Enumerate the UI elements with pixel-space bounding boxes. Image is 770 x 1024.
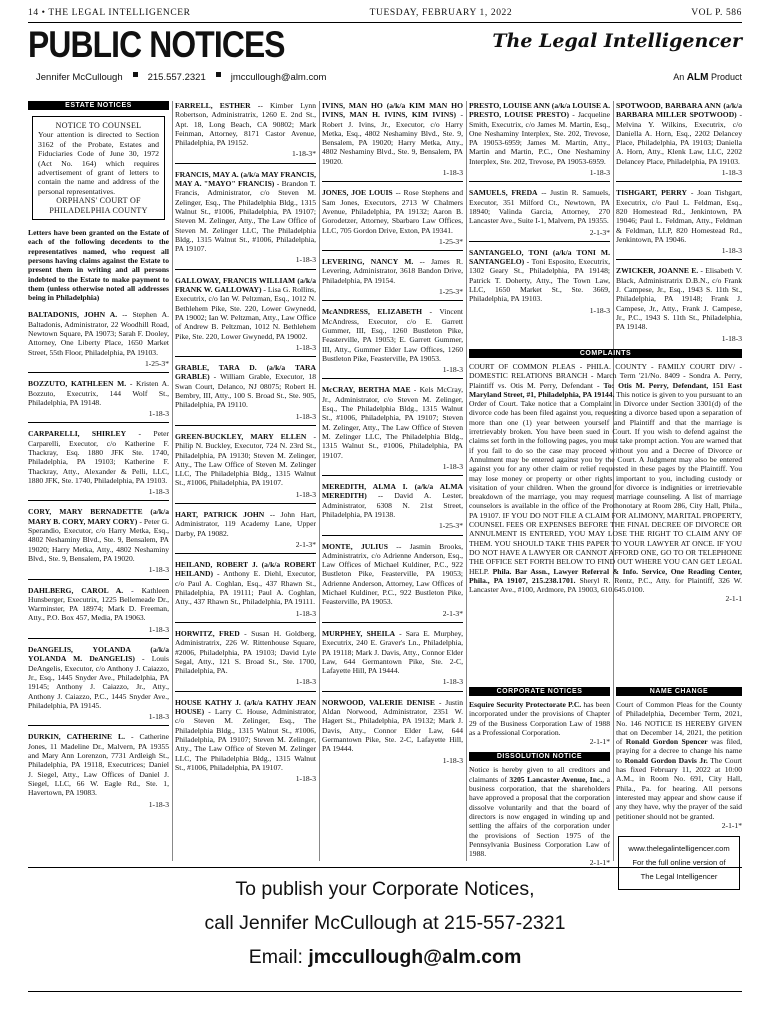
promo-email-label: Email: [248, 946, 309, 968]
estate-entry [28, 379, 169, 418]
column-divider [172, 101, 173, 861]
publication-ref: 1-18-3 [442, 677, 463, 687]
contact-phone: 215.557.2321 [147, 72, 206, 83]
publication-ref: 1-18-3 [442, 365, 463, 375]
estate-entry-body: - Louis DeAngelis, Executor, c/o Anthony J. Caiazzo, Jr., Esq., 1445 Snyder Ave., Philadelphia, PA 19145; Anthony J. Caiazzo, Jr., Atty., Anthony J. Caiazzo, P.C., 1445 Snyder Ave., Philadelphia, PA 19145. [28, 654, 169, 710]
entry-divider [175, 425, 316, 426]
estate-entry-body: - Sara E. Murphey, Executrix, 240 E. Graver's Ln., Philadelphia, PA 19118; Mark J. Davis, Atty., Connor Elder Law, 644 Germantown Pike, Ste. 2-C, Lafayette Hill, PA 19444. [322, 628, 463, 676]
decedent-name: MEREDITH, ALMA I. (a/k/a ALMA MEREDITH) [322, 482, 463, 501]
estate-notices-header: ESTATE NOTICES [28, 101, 169, 110]
estate-entry-body: -- Kimber Lynn Robertson, Administratrix, 1260 E. 2nd St., Apt. 18, Long Beach, CA 90802; Mark Feinman, Attorney, 8171 Castor Avenue, Philadelphia, PA 19152. [175, 101, 316, 148]
estate-entry-body: - Kristen A. Bozzuto, Executrix, 144 Wolf St., Philadelphia, PA 19148. [28, 379, 169, 407]
estate-entry-body: -- John Hart, Administrator, 119 Academy Lane, Upper Darby, PA 19082. [175, 509, 316, 538]
complaint-notice [469, 362, 742, 594]
public-notices-banner [28, 24, 742, 92]
dissolution-notice [469, 765, 610, 858]
promo-line-3 [28, 940, 742, 974]
promo-line-1: To publish your Corporate Notices, [235, 878, 535, 900]
estate-entry [469, 188, 610, 236]
publication-ref: 1-25-3* [438, 236, 463, 246]
publication-ref: 1-18-3 [442, 755, 463, 765]
promo-line-2: call Jennifer McCullough at 215-557-2321 [204, 912, 566, 934]
publication-ref: 1-18-3 [295, 255, 316, 265]
publication-ref: 2-1-3* [589, 227, 610, 237]
publication-ref: 1-18-3 [295, 411, 316, 421]
estate-entry [616, 188, 742, 255]
complaint-ref: 2-1-1 [725, 594, 742, 604]
contact-name: Jennifer McCullough [36, 72, 123, 83]
decedent-name: DURKIN, CATHERINE L. [28, 732, 126, 742]
dissolution-lead: Notice is hereby given to all creditors and claimants of [469, 765, 610, 784]
estate-intro: Letters have been granted on the Estate of each of the following decedents to the representatives named, who request all persons having claims against the Estate to present them in writing and all persons indebted to the Estate to make payment to them (unless otherwise noted all addresses being in Philadelphia) [28, 228, 169, 303]
estate-entry [322, 188, 463, 246]
publication-ref: 1-25-3* [438, 287, 463, 297]
publication-ref: 1-18-3 [295, 489, 316, 499]
entry-divider [322, 475, 463, 476]
publication-ref: 2-1-3* [295, 539, 316, 549]
entry-divider [28, 638, 169, 639]
entry-divider [28, 500, 169, 501]
footer-rule [28, 991, 742, 992]
estate-entry [322, 629, 463, 687]
estate-entry-body: - Kels McCray, Jr., Administrator, c/o Steven M. Zelinger, Esq., The Philadelphia Bldg., 1315 Walnut St., #1006, Philadelphia, PA 19107; Steven M. Zelinger, Atty., The Law Office of Steven M. Zelinger LLC, The Philadelphia Bldg., 1315 Walnut St., #1006, Philadelphia, PA 19107. [322, 385, 463, 460]
publication-ref: 1-18-3 [721, 246, 742, 256]
contact-email: jmccullough@alm.com [230, 72, 327, 83]
entry-divider [322, 250, 463, 251]
website-line-2: For the full online version of [632, 858, 726, 868]
entry-divider [469, 181, 610, 182]
publication-ref: 1-25-3* [144, 358, 169, 368]
estate-entry [28, 645, 169, 721]
publication-ref: 1-18-3 [295, 342, 316, 352]
decedent-name: SAMUELS, FREDA [469, 188, 538, 198]
publication-ref: 1-18-3 [442, 168, 463, 178]
decedent-name: BOZZUTO, KATHLEEN M. [28, 379, 127, 389]
complaint-body: This notice is given to you pursuant to an Order of Court. Take notice that a Complaint in Divorce under Section 3301(d) of the divorce code has been filed against you, requesting a divorce based upon a separation of more than one (1) year between yourself and Plaintiff and that the marriage is irretrievably broken. You have been sued in Court. If you wish to defend against the claims set forth in the following pages, you must take prompt action. You are warned that if you fail to do so the case may proceed without you and a Decree of Divorce or Annulment may be entered against you by the Court. A Judgment may also be entered against you for any other claim or relief requested in these pages by the Plaintiff. You may lose money or property or other rights important to you, including custody or visitation of your children. When the ground for divorce is indignities or irretrievable breakdown of the marriage, you may request marriage counseling. A list of marriage counselors is available in the office of the Prothonotary at Room 286, City Hall, Phila., PA 19107. IF YOU DO NOT FILE A CLAIM FOR ALIMONY, MARITAL PROPERTY, COUNSEL FEES OR EXPENSES BEFORE THE FINAL DECREE OF DIVORCE OR ANNULMENT IS ENTERED, YOU MAY LOSE THE RIGHT TO CLAIM ANY OF THEM. YOU SHOULD TAKE THIS PAPER TO YOUR LAWYER AT ONCE. IF YOU DO NOT HAVE A LAWYER OR CANNOT AFFORD ONE, GO TO OR TELEPHONE THE OFFICE SET FORTH BELOW TO FIND OUT WHERE YOU CAN GET LEGAL HELP. [469, 389, 742, 576]
decedent-name: TISHGART, PERRY [616, 188, 687, 198]
estate-entry [175, 698, 316, 784]
publication-ref: 1-25-3* [438, 521, 463, 531]
section-title: PUBLIC NOTICES [28, 24, 285, 65]
complaint-attorney: Sheryl R. Rentz, P.C., Atty. for Plaintiff, 326 W. Lancaster Ave., #100, Ardmore, PA 19003, 610.645.0100. [469, 575, 742, 595]
corporate-block [469, 687, 610, 868]
estate-entry [616, 101, 742, 177]
estate-list [175, 101, 316, 783]
bullet-icon [133, 72, 138, 77]
estate-entry-body: - William Grable, Executor, 18 Swan Court, Delanco, NJ 08075; Robert H. Bembry, III, Atty., 100 S. Broad St., Ste. 905, Philadelphia, PA 19110. [175, 372, 316, 410]
publication-ref: 1-18-3 [295, 677, 316, 687]
decedent-name: DeANGELIS, YOLANDA (a/k/a YOLANDA M. DeANGELIS) [28, 645, 169, 664]
decedent-name: GALLOWAY, FRANCIS WILLIAM (a/k/a FRANK W. GALLOWAY) [175, 275, 316, 295]
decedent-name: McCRAY, BERTHA MAE [322, 385, 411, 395]
publication-ref: 2-1-3* [442, 608, 463, 618]
decedent-name: ZWICKER, JOANNE E. [616, 266, 699, 276]
entry-divider [616, 259, 742, 260]
estate-entry [28, 732, 169, 808]
name-change-body: was filed, praying for a decree to change his name to [616, 737, 743, 765]
dissolution-body: , a business corporation, that the shareholders have approved a proposal that the corporation dissolve voluntarily and that the board of directors is now engaged in winding up and settling the affairs of the corporation under the provisions of Section 1975 of the Pennsylvania Business Corporation Law of 1988. [469, 774, 610, 859]
alm-prefix: An [673, 72, 685, 82]
estate-entry-body: - Justin Aldan Norwood, Administrator, 2351 W. Hagert St., Philadelphia, PA 19132; Mark J. Davis, Atty., Connor Elder Law, 644 Germantown Pike, Ste. 2-C, Lafayette Hill, PA 19444. [322, 697, 463, 754]
entry-divider [28, 579, 169, 580]
publication-ref: 1-18-3 [148, 487, 169, 497]
estate-entry [469, 248, 610, 315]
name-change-lead: Court of Common Pleas for the County of Philadelphia, December Term, 2021, No. 146 NOTICE IS HEREBY GIVEN that on December 14, 2021, the petition of [616, 700, 742, 747]
name-change-header: NAME CHANGE [616, 687, 742, 696]
entry-divider [322, 535, 463, 536]
column-1 [28, 101, 169, 861]
notice-box-body: Your attention is directed to Section 3162 of the Probate, Estates and Fiduciaries Code of June 30, 1972 (Act No. 164) which requires advertisement of grant of letters to contain the name and address of the personal representatives. [38, 130, 159, 196]
promo-banner [28, 867, 742, 988]
estate-entry [322, 307, 463, 374]
estate-list [469, 101, 610, 315]
entry-divider [175, 356, 316, 357]
complaint-referral: Phila. Bar Assn., Lawyer Referral & Info. Service, One Reading Center, Phila., PA 19107, 215.238.1701. [469, 566, 742, 585]
publication-ref: 1-18-3* [291, 149, 316, 159]
bullet-icon [216, 72, 221, 77]
decedent-name: SPOTWOOD, BARBARA ANN (a/k/a BARBARA MILLER SPOTWOOD) [616, 101, 742, 120]
corporate-notice [469, 700, 610, 737]
estate-entry [175, 276, 316, 352]
estate-entry [322, 698, 463, 765]
notice-to-counsel-box [32, 116, 165, 220]
estate-entry-body: - Catherine Jones, 11 Madeline Dr., Malvern, PA 19355 and Mary Ann Lorenzon, 7731 Ardleigh St., Philadelphia, PA 19118, Executrices; Daniel J. Siegel, Atty., Law Offices of Daniel J. Siegel, LLC, 66 W. Eagle Rd., Ste. 1, Havertown, PA 19083. [28, 732, 169, 798]
entry-divider [322, 300, 463, 301]
estate-entry [28, 429, 169, 496]
estate-entry-body: - Larry C. House, Administrator, c/o Steven M. Zelinger, Esq., The Philadelphia Bldg., 1315 Walnut St., #1006, Philadelphia, PA 19107; Steven M. Zelinger, Atty., The Law Office of Steven M. Zelinger LLC, The Philadelphia Bldg., 1315 Walnut St., #1006, Philadelphia, PA 19107. [175, 707, 316, 772]
publication-ref: 1-18-3 [148, 565, 169, 575]
estate-entry [322, 482, 463, 530]
estate-entry-body: - Joan Tishgart, Executrix, c/o Paul L. Feldman, Esq., 820 Homestead Rd., Jenkintown, PA 19046; Paul L. Feldman, Atty., Feldman & Feldman, LLP, 820 Homestead Rd., Jenkintown, PA 19046. [616, 188, 742, 244]
estate-entry [28, 586, 169, 634]
notice-box-footer: ORPHANS' COURT OF PHILADELPHIA COUNTY [49, 196, 148, 215]
decedent-name: GREEN-BUCKLEY, MARY ELLEN [175, 431, 307, 441]
decedent-name: LEVERING, NANCY M. [322, 257, 414, 267]
estate-entry-body: - Susan H. Goldberg, Administratrix, 226 W. Rittenhouse Square, #2006, Philadelphia, PA 19103; David Lyle Segal, Atty., 121 S. Broad St., Ste. 1700, Philadelphia, PA. [175, 628, 316, 676]
decedent-name: PRESTO, LOUISE ANN (a/k/a LOUISE A. PRESTO, LOUISE PRESTO) [469, 101, 610, 120]
estate-entry-body: -- David A. Lester, Administrator, 6308 N. 21st Street, Philadelphia, PA 19138. [322, 491, 463, 519]
alm-logo: ALM [686, 72, 709, 83]
estate-entry-body: -- Rose Stephens and Sam Jones, Executors, 2713 W Chalmers Avenue, Philadelphia, PA 19132; Aaron B. Gorodetzer, Attorney, Sbarbaro Law Offices, LLC, 705 Gordon Drive, Exton, PA 19341. [322, 188, 463, 235]
running-head [28, 6, 742, 20]
estate-list [28, 310, 169, 808]
publication-ref: 1-18-3 [589, 168, 610, 178]
dissolution-header: DISSOLUTION NOTICE [469, 752, 610, 761]
decedent-name: GRABLE, TARA D. (a/k/a TARA GRABLE) [175, 363, 316, 382]
estate-entry [175, 432, 316, 499]
entry-divider [616, 181, 742, 182]
estate-entry-body: - Peter Carparelli, Executor, c/o Katherine F. Thackray, Esq. 1880 JFK Ste. 1740, Philadelphia, PA 19103; Katherine F. Thackray, Atty., Alexander & Pelli, LLC, 1880 JFK, Ste. 1740, Philadelphia, PA 19103. [28, 429, 169, 485]
column-divider [319, 101, 320, 861]
estate-entry [28, 507, 169, 574]
entry-divider [175, 691, 316, 692]
column-divider [466, 101, 467, 861]
complaint-caption: COURT OF COMMON PLEAS - PHILA. COUNTY - FAMILY COURT DIV/ - DOMESTIC RELATIONS BRANCH - March Term '21/No. 8409 - Sondra A. Perry, Plaintiff vs. Otis M. Perry, Defendant - [469, 362, 742, 390]
estate-entry [322, 542, 463, 618]
estate-entry [322, 257, 463, 296]
decedent-name: DAHLBERG, CAROL A. [28, 585, 124, 595]
decedent-name: CORY, MARY BERNADETTE (a/k/a MARY B. CORY, MARY CORY) [28, 507, 169, 526]
website-line-3: The Legal Intelligencer [640, 872, 718, 882]
entry-divider [28, 422, 169, 423]
petitioner-name: Ronald Gordon Spencer [625, 737, 708, 747]
decedent-name: CARPARELLI, SHIRLEY [28, 429, 127, 439]
estate-entry [28, 310, 169, 368]
entry-divider [322, 622, 463, 623]
name-change-block [616, 687, 742, 890]
entry-divider [175, 503, 316, 504]
estate-entry [175, 170, 316, 265]
decedent-name: SANTANGELO, TONI (a/k/a TONI M. SANTANGELO) [469, 247, 610, 267]
contact-line [36, 72, 326, 83]
estate-entry [616, 266, 742, 342]
estate-entry-body: - Elisabeth V. Black, Administratrix D.B.N., c/o Frank J. Campese, Jr., Esq., 1943 S. 11th St., Philadelphia, PA 19148; Frank J. Campese, Jr., Atty., Frank J. Campese, Jr., P.C., 1943 S. 11th St., Philadelphia, PA 19148. [616, 266, 742, 332]
new-name: Ronald Gordon Davis Jr. [624, 755, 708, 765]
publication-ref: 1-18-3 [721, 333, 742, 343]
estate-entry-body: - Kathleen Hunsberger, Executrix, 1225 Bellemeade Dr., Warminster, PA 18974; Mark D. Freeman, Atty., P.O. Box 457, Media, PA 19063. [28, 585, 169, 623]
name-change-notice [616, 700, 742, 821]
estate-entry-body: - Peter G. Sperandio, Executor, c/o Harry Metka, Esq., 4802 Neshaminy Blvd., Ste. 9, Bensalem, PA 19020; Harry Metka, Atty., 4802 Neshaminy Blvd., Ste. 9, Bensalem, PA 19020. [28, 516, 169, 563]
estate-entry-body: - Lisa G. Rollins, Executrix, c/o Ian W. Peltzman, Esq., 1012 N. Bethlehem Pike, Ste. 220, Lower Gwynedd, PA 19002; Ian W. Peltzman, Atty., Law Office of Andrew B. Peltzman, 1012 N. Bethlehem Pike, Ste. 220, Lower Gwynedd, PA 19002. [175, 285, 316, 341]
estate-entry-body: - Vincent McAndress, Executor, c/o E. Garrett Gummer, III, Esq., 1260 Bustleton Pike, Feasterville, PA 19053; E. Garrett Gummer, III, Atty., Gummer Elder Law Offices, 1260 Bustleton Pike, Feasterville, PA 19053. [322, 307, 463, 363]
column-3 [322, 101, 463, 861]
alm-product-tag [673, 72, 742, 83]
decedent-name: McANDRESS, ELIZABETH [322, 307, 423, 317]
column-2 [175, 101, 316, 861]
entry-divider [175, 553, 316, 554]
publication-ref: 1-18-3 [148, 799, 169, 809]
estate-entry-body: -- James R. Levering, Administrator, 3618 Bandon Drive, Philadelphia, PA 19154. [322, 257, 463, 285]
corporate-notices-header: CORPORATE NOTICES [469, 687, 610, 696]
decedent-name: HOUSE KATHY J. (a/k/a KATHY JEAN HOUSE) [175, 697, 316, 717]
estate-entry [175, 101, 316, 159]
decedent-name: FRANCIS, MAY A. (a/k/a MAY FRANCIS, MAY A. "MAYO" FRANCIS) [175, 169, 316, 189]
estate-entry-body: -- Stephen A. Baltadonis, Administrator, 22 Woodhill Road, Newtown Square, PA 19073; Sarah F. Dooley, Attorney, One Liberty Place, 1650 Market Street, 55th Floor, Philadelphia, PA 19103. [28, 310, 169, 357]
entry-divider [469, 241, 610, 242]
estate-entry-body: - Robert J. Ivins, Jr., Executor, c/o Harry Metka, Esq., 4802 Neshaminy Blvd., Ste. 9, Bensalem, PA 19020; Harry Metka, Atty., 4802 Neshaminy Blvd., Ste. 9, Bensalem, PA 19020. [322, 110, 463, 166]
complaint-defendant: To: Otis M. Perry, Defendant, 151 East Maryland Street, #1, Philadelphia, PA 19144. [469, 380, 743, 399]
publication-ref: 1-18-3 [148, 409, 169, 419]
decedent-name: HORWITZ, FRED [175, 628, 240, 638]
decedent-name: BALTADONIS, JOHN A. [28, 310, 118, 320]
notice-columns [28, 101, 743, 882]
estate-entry [175, 629, 316, 687]
decedent-name: FARRELL, ESTHER [175, 101, 251, 110]
alm-suffix: Product [710, 72, 742, 82]
volume-page: VOL P. 586 [691, 8, 742, 18]
decedent-name: JONES, JOE LOUIS [322, 188, 393, 198]
entry-divider [28, 372, 169, 373]
publication-ref: 1-18-3 [589, 305, 610, 315]
decedent-name: MURPHEY, SHEILA [322, 628, 396, 638]
decedent-name: HEILAND, ROBERT J. (a/k/a ROBERT HEILAND) [175, 560, 316, 579]
estate-entry [175, 560, 316, 618]
estate-entry [322, 101, 463, 177]
decedent-name: MONTE, JULIUS [322, 541, 388, 551]
estate-entry-body: - Philip N. Buckley, Executor, 724 N. 23rd St., Philadelphia, PA 19130; Steven M. Zelinger, Atty., The Law Office of Steven M. Zelinger LLC, The Philadelphia Bldg., 1315 Walnut St., #1006, Philadelphia, PA 19107. [175, 431, 316, 488]
entry-divider [175, 622, 316, 623]
entry-divider [175, 269, 316, 270]
complaints-header: COMPLAINTS [469, 349, 742, 358]
promo-email[interactable]: jmccullough@alm.com [308, 946, 522, 968]
estate-list [616, 101, 742, 343]
estate-entry-body: - Brandon T. Francis, Administrator, c/o Steven M. Zelinger, Esq., The Philadelphia Bldg., 1315 Walnut St., #1006, Philadelphia, PA 19107; Steven M. Zelinger, Atty., The Law Office of Steven M. Zelinger LLC, The Philadelphia Bldg., 1315 Walnut St., #1006, Philadelphia, PA 19107. [175, 179, 316, 254]
estate-entry-body: - Anthony E. Diehl, Executor, c/o Paul A. Coghlan, Esq., 437 Rhawn St., Philadelphia, PA 19111; Paul A. Coghlan, Atty., 437 Rhawn St., Philadelphia, PA 19111. [175, 569, 316, 607]
entry-divider [28, 725, 169, 726]
estate-entry [322, 385, 463, 471]
name-change-ref: 2-1-1* [721, 820, 742, 830]
corporate-name: Esquire Security Protectorate P.C. [469, 700, 582, 709]
corporate-body: has been incorporated under the provisions of Chapter 29 of the Business Corporation Law of 1988 as a Professional Corporation. [469, 700, 610, 737]
estate-entry [175, 510, 316, 549]
notice-box-title: NOTICE TO COUNSEL [55, 121, 142, 130]
estate-entry-body: - Jacqueline Smith, Executrix, c/o James M. Martin, Esq., One Neshaminy Interplex, Ste. 202, Trevose, PA 19053-6959; James M. Martin, Atty., Martin and Martin, P.C., One Neshaminy Interplex, Ste. 202, Trevose, PA 19053-6959. [469, 110, 610, 166]
estate-list [322, 101, 463, 765]
dissolution-ref: 2-1-1* [589, 858, 610, 868]
page-folio: 14 • THE LEGAL INTELLIGENCER [28, 8, 191, 18]
entry-divider [322, 691, 463, 692]
name-change-body-2: The Court has fixed February 11, 2022 at 10:00 A.M., in Room No. 691, City Hall, Phila., Pa. for hearing. All persons interested may appear and show cause if any they have, why the prayer of the said petitioner should not be granted. [616, 755, 742, 821]
estate-entry-body: -- Justin R. Samuels, Executor, 351 Milford Ct., Newtown, PA 18940; Valinda Garcia, Attorney, 270 Lancaster Ave., Suite I-1, Malvern, PA 19355. [469, 188, 610, 226]
decedent-name: IVINS, MAN HO (a/k/a KIM MAN HO IVINS, MAN H. IVINS, KIM IVINS) [322, 101, 463, 120]
publication-ref: 1-18-3 [148, 712, 169, 722]
complaints-block [469, 349, 742, 608]
decedent-name: NORWOOD, VALERIE DENISE [322, 697, 435, 707]
estate-entry [175, 363, 316, 421]
entry-divider [175, 163, 316, 164]
publication-ref: 1-18-3 [295, 774, 316, 784]
estate-entry-body: -- Jasmin Brooks, Administratrix, c/o Adrienne Anderson, Esq., Law Offices of Michael Kuldiner, P.C., 922 Bustleton Pike, Feasterville, PA 19053; Adrienne Anderson, Attorney, Law Offices of Michael Kuldiner, P.C., 922 Bustleton Pike, Feasterville, PA 19053. [322, 541, 463, 607]
publication-ref: 1-18-3 [148, 624, 169, 634]
dissolution-name: 3205 Lancaster Avenue, Inc. [509, 774, 603, 784]
publication-ref: 1-18-3 [295, 608, 316, 618]
masthead-logo: The Legal Intelligencer [492, 30, 742, 52]
estate-entry-body: - Toni Esposito, Executrix, 1302 Geary St., Philadelphia, PA 19148; Patrick T. Doherty, Atty., The Town Law, LLC, 1650 Market St., Ste. 3669, Philadelphia, PA 19103. [469, 257, 610, 304]
entry-divider [322, 181, 463, 182]
decedent-name: HART, PATRICK JOHN [175, 509, 265, 519]
publication-ref: 1-18-3 [721, 168, 742, 178]
publication-ref: 1-18-3 [442, 461, 463, 471]
corporate-ref: 2-1-1* [589, 737, 610, 747]
website-link[interactable]: www.thelegalintelligencer.com [628, 844, 730, 854]
issue-date: TUESDAY, FEBRUARY 1, 2022 [369, 8, 513, 18]
estate-entry-body: - Melvina Y. Wilkins, Executrix, c/o Daniella A. Horn, Esq., 2202 Delancey Place, Philadelphia, PA 19103; Daniella A. Horn, Atty., Klenk Law, LLC, 2202 Delancey Place, Philadelphia, PA 19103. [616, 110, 742, 166]
estate-entry [469, 101, 610, 177]
entry-divider [322, 378, 463, 379]
